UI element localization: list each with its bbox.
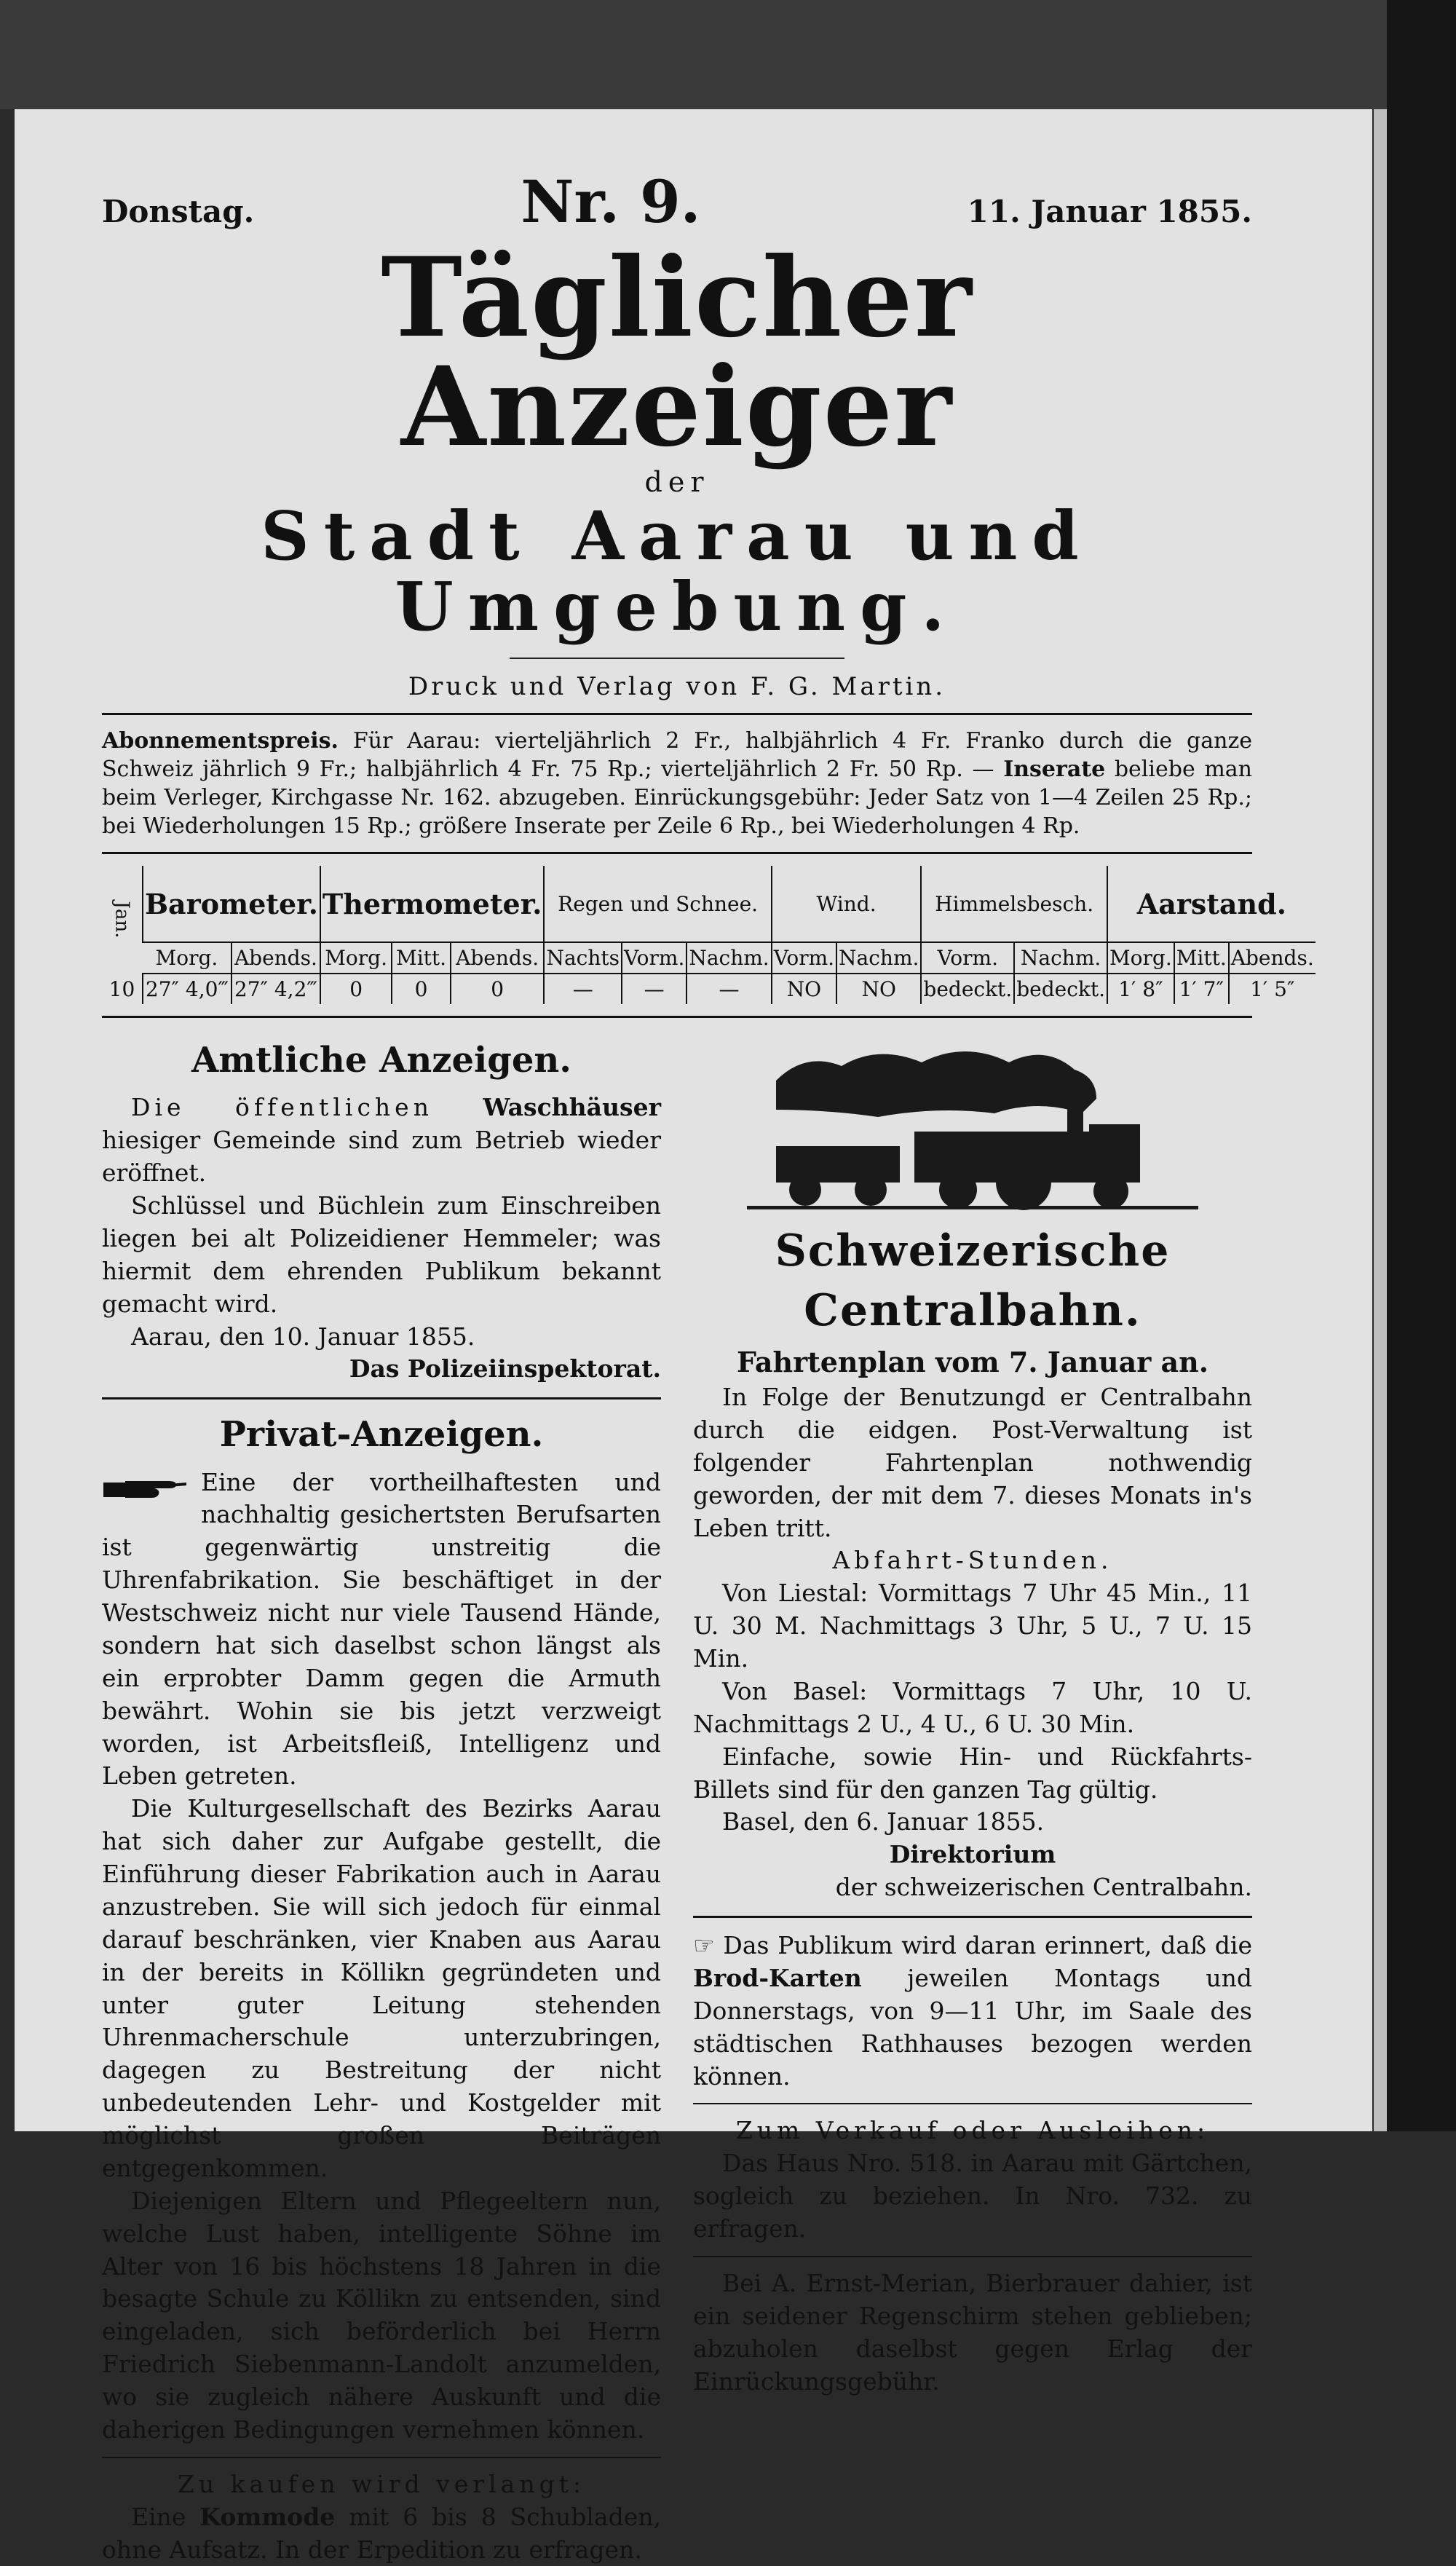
printer-line: Druck und Verlag von F. G. Martin.	[408, 672, 946, 702]
brod-karten: Brod-Karten	[693, 1963, 862, 1992]
weather-subheader: Nachm.	[1014, 942, 1107, 974]
weather-subheader: Morg.	[320, 942, 392, 974]
weather-header-himmel: Himmelsbesch.	[921, 866, 1107, 942]
rule	[102, 713, 1252, 715]
bahn-signature-2: der schweizerischen Centralbahn.	[835, 1873, 1252, 1902]
weather-cell: NO	[836, 974, 921, 1004]
amtliche-place: Aarau, den 10. Januar 1855.	[131, 1322, 475, 1351]
amtliche-text: Die öffentlichen	[131, 1093, 483, 1122]
rule	[693, 1916, 1252, 1918]
page-content	[102, 167, 1314, 2566]
subscription-text-1: Für Aarau: vierteljährlich 2 Fr., halbjährlich 4 Fr. Franko durch die ganze Schweiz jährlich 9 Fr.; halbjährlich 4 Fr. 75 Rp.; vierteljährlich 2 Fr. 50 Rp. —	[102, 728, 1252, 783]
weather-subheader: Morg.	[143, 942, 232, 974]
weather-cell: NO	[772, 974, 836, 1004]
brod-paragraph	[693, 1930, 1252, 2093]
bahn-title: Schweizerische Centralbahn.	[775, 1225, 1171, 1336]
weather-cell: bedeckt.	[921, 974, 1014, 1004]
masthead-city: Stadt Aarau und Umgebung.	[261, 497, 1093, 646]
regenschirm-paragraph: Bei A. Ernst-Merian, Bierbrauer dahier, ist ein seidener Regenschirm stehen geblieben; abzuholen daselbst gegen Erlag der Einrückungsgebühr.	[693, 2268, 1252, 2396]
weather-cell: 27″ 4,2‴	[232, 974, 320, 1004]
weather-cell: 1′ 7″	[1174, 974, 1229, 1004]
masthead-rule	[510, 658, 844, 659]
weather-header-barometer: Barometer.	[143, 866, 320, 942]
fahrplan-subtitle: Fahrtenplan vom 7. Januar an.	[737, 1346, 1208, 1379]
kaufen-paragraph	[102, 2501, 661, 2566]
weather-subheader: Vorm.	[921, 942, 1014, 974]
scan-background-top	[0, 0, 1456, 109]
weather-subheader: Nachm.	[687, 942, 771, 974]
rule	[102, 1016, 1252, 1018]
amtliche-waschhaeuser: Waschhäuser	[483, 1093, 661, 1122]
subscription-label: Abonnementspreis.	[102, 728, 339, 754]
weather-cell: 1′ 8″	[1107, 974, 1174, 1004]
kaufen-title: Zu kaufen wird verlangt:	[177, 2469, 586, 2498]
weather-header-aarstand: Aarstand.	[1107, 866, 1315, 942]
weather-cell: —	[622, 974, 687, 1004]
weather-subheader: Nachm.	[836, 942, 921, 974]
weather-cell: —	[687, 974, 771, 1004]
weather-cell: 0	[320, 974, 392, 1004]
rule	[693, 2256, 1252, 2257]
basel-times: Von Basel: Vormittags 7 Uhr, 10 U. Nachmittags 2 U., 4 U., 6 U. 30 Min.	[693, 1676, 1252, 1738]
kaufen-text: mit 6 bis 8 Schubladen, ohne Aufsatz. In der Erpedition zu erfragen.	[102, 2502, 661, 2564]
masthead-der: der	[644, 466, 710, 498]
brod-text: ☞ Das Publikum wird daran erinnert, daß die	[693, 1931, 1252, 1960]
weather-header-thermometer: Thermometer.	[320, 866, 545, 942]
newspaper-page	[15, 109, 1372, 2564]
privat-title: Privat-Anzeigen.	[219, 1414, 544, 1456]
liestal-times: Von Liestal: Vormittags 7 Uhr 45 Min., 11 U. 30 M. Nachmittags 3 Uhr, 5 U., 7 U. 15 Min.	[693, 1579, 1252, 1673]
right-column	[693, 1033, 1252, 2566]
amtliche-paragraph-2: Schlüssel und Büchlein zum Einschreiben liegen bei alt Polizeidiener Hemmeler; was hiermit dem ehrenden Publikum bekannt gemacht wird.	[102, 1191, 661, 1318]
scan-background-right	[1387, 0, 1456, 2131]
weather-day: 10	[108, 976, 135, 1001]
issue-header	[102, 167, 1252, 236]
amtliche-text: hiesiger Gemeinde sind zum Betrieb wieder eröffnet.	[102, 1126, 661, 1188]
kaufen-kommode: Kommode	[199, 2502, 336, 2531]
privat-text: Eine der vortheilhaftesten und nachhaltig gesichertsten Berufsarten ist gegenwärtig unstreitig die Uhrenfabrikation. Sie beschäftiget in der Westschweiz nicht nur viele Tausend Hände, sondern hat sich daselbst schon längst als ein erprobter Damm gegen die Armuth bewährt. Wohin sie bis jetzt verzweigt worden, ist Arbeitsfleiß, Intelligenz und Leben getreten.	[102, 1467, 661, 1791]
left-column	[102, 1033, 661, 2566]
rule	[102, 852, 1252, 854]
weather-subheader: Abends.	[232, 942, 320, 974]
bahn-paragraph-1: In Folge der Benutzungd er Centralbahn durch die eidgen. Post-Verwaltung ist folgender Fahrtenplan nothwendig geworden, der mit dem 7. dieses Monats in's Leben tritt.	[693, 1383, 1252, 1542]
weather-subheader: Mitt.	[392, 942, 450, 974]
amtliche-signature: Das Polizeiinspektorat.	[349, 1354, 661, 1383]
bahn-place: Basel, den 6. Januar 1855.	[722, 1807, 1045, 1836]
weather-cell: 0	[392, 974, 450, 1004]
brod-text: jeweilen Montags und Donnerstags, von 9—11 Uhr, im Saale des städtischen Rathhauses bezogen werden können.	[693, 1963, 1252, 2091]
weather-data-row	[102, 974, 1315, 1004]
page-stack-edge	[1374, 109, 1387, 2131]
locomotive-illustration-icon	[747, 1037, 1198, 1212]
weather-header-wind: Wind.	[772, 866, 922, 942]
amtliche-title: Amtliche Anzeigen.	[191, 1040, 571, 1081]
weather-subheader: Nachts	[544, 942, 622, 974]
weather-subheader: Abends.	[1229, 942, 1315, 974]
issue-date: 11. Januar 1855.	[967, 194, 1252, 229]
rule	[102, 1397, 661, 1400]
weather-subheader: Morg.	[1107, 942, 1174, 974]
subscription-text-2: beliebe man beim Verleger, Kirchgasse Nr. 162. abzugeben. Einrückungsgebühr: Jeder Satz von 1—4 Zeilen 25 Rp.; bei Wiederholungen 15 Rp.; größere Inserate per Zeile 6 Rp., bei Wiederholungen 4 Rp.	[102, 757, 1252, 840]
subscription-inserate: Inserate	[1003, 757, 1106, 783]
kaufen-text: Eine	[131, 2502, 200, 2531]
pointing-hand-icon	[102, 1474, 189, 1506]
weather-header-regen: Regen und Schnee.	[544, 866, 771, 942]
weather-side-label: Jan.	[111, 901, 133, 939]
bahn-signature: Direktorium	[889, 1840, 1056, 1869]
weather-cell: —	[544, 974, 622, 1004]
masthead-title: Täglicher Anzeiger	[381, 234, 973, 471]
rule	[102, 2457, 661, 2458]
weather-subheader: Mitt.	[1174, 942, 1229, 974]
weather-cell: 1′ 5″	[1229, 974, 1315, 1004]
abfahrt-title: Abfahrt-Stunden.	[832, 1546, 1113, 1575]
weather-cell: 27″ 4,0‴	[143, 974, 232, 1004]
weather-cell: 0	[451, 974, 545, 1004]
amtliche-paragraph-1	[102, 1091, 661, 1190]
weather-table	[102, 866, 1315, 1004]
weather-subheader: Vorm.	[622, 942, 687, 974]
weather-subheader-row	[102, 942, 1315, 974]
privat-paragraph-1	[102, 1466, 661, 1793]
rule	[693, 2103, 1252, 2104]
verkauf-paragraph: Das Haus Nro. 518. in Aarau mit Gärtchen, sogleich zu beziehen. In Nro. 732. zu erfragen.	[693, 2149, 1252, 2243]
subscription-info	[102, 727, 1252, 840]
weather-cell: bedeckt.	[1014, 974, 1107, 1004]
issue-number: Nr. 9.	[521, 167, 701, 236]
billets-note: Einfache, sowie Hin- und Rückfahrts-Billets sind für den ganzen Tag gültig.	[693, 1742, 1252, 1804]
weather-subheader: Abends.	[451, 942, 545, 974]
verkauf-title: Zum Verkauf oder Ausleihen:	[735, 2116, 1210, 2145]
weather-subheader: Vorm.	[772, 942, 836, 974]
privat-paragraph-3: Diejenigen Eltern und Pflegeeltern nun, welche Lust haben, intelligente Söhne im Alter von 16 bis höchstens 18 Jahren in die besagte Schule zu Köllikn zu entsenden, sind eingeladen, sich beförderlich bei Herrn Friedrich Siebenmann-Landolt anzumelden, wo sie zugleich nähere Auskunft und die daherigen Bedingungen vernehmen können.	[102, 2186, 661, 2444]
privat-paragraph-2: Die Kulturgesellschaft des Bezirks Aarau hat sich daher zur Aufgabe gestellt, die Einführung dieser Fabrikation auch in Aarau anzustreben. Sie will sich jedoch für einmal darauf beschränken, vier Knaben aus Aarau in der bereits in Köllikn gegründeten und unter guter Leitung stehenden Uhrenmacherschule unterzubringen, dagegen zu Bestreitung der nicht unbedeutenden Lehr- und Kostgelder mit möglichst großen Beiträgen entgegenkommen.	[102, 1794, 661, 2182]
columns	[102, 1033, 1252, 2566]
issue-day: Donstag.	[102, 194, 255, 229]
